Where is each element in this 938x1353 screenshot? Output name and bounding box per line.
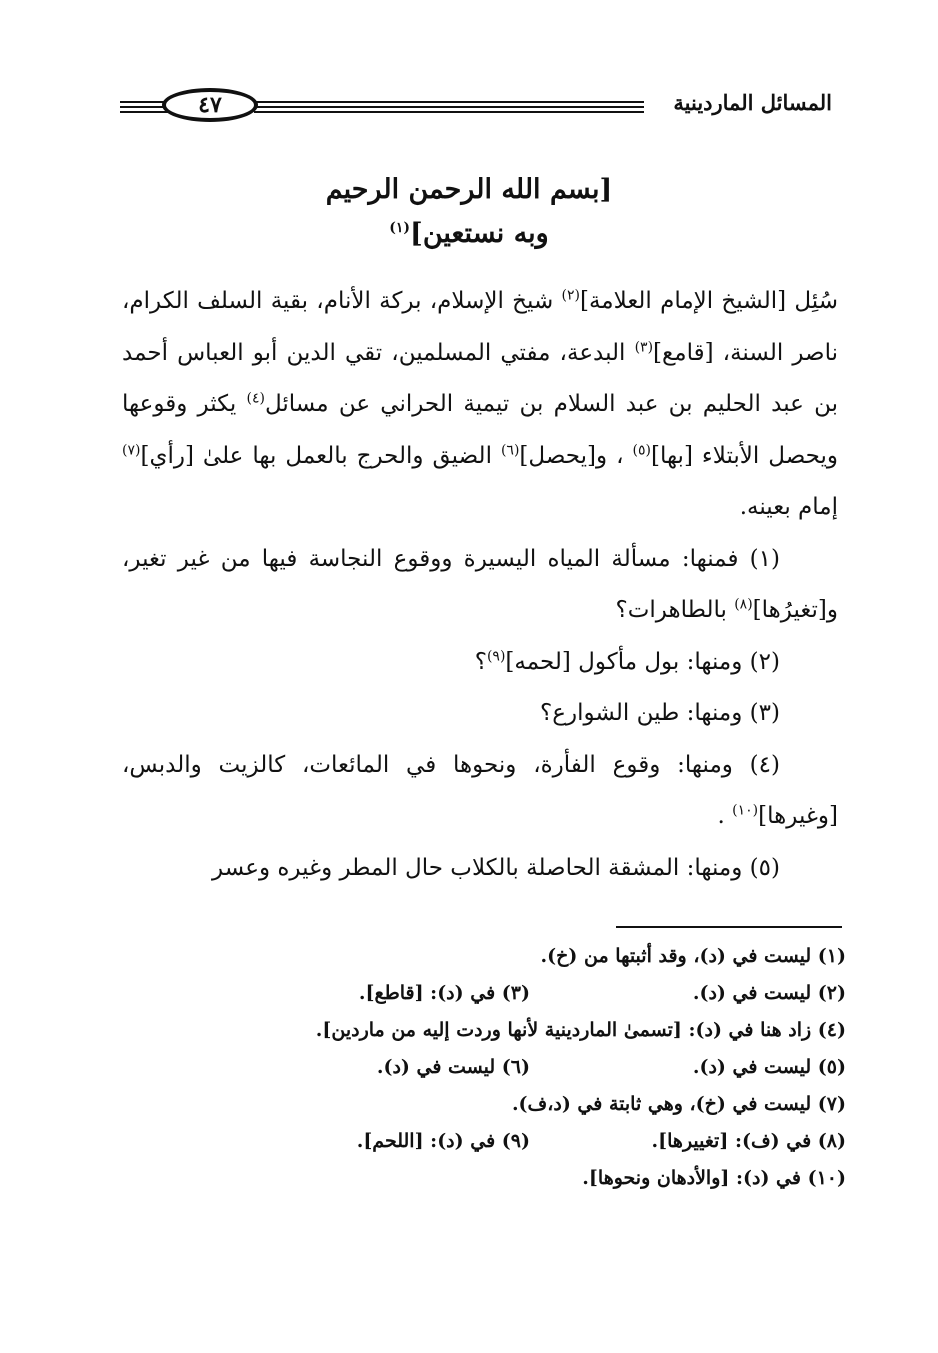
question-intro	[122, 276, 838, 534]
text-run: ؟	[474, 648, 487, 675]
footnote-1: (١) ليست في (د)، وقد أثبتها من (خ).	[540, 945, 846, 967]
footnote-9: (٩) في (د): [اللحم].	[356, 1130, 530, 1152]
footnote-ref: (٧)	[122, 441, 141, 458]
header-rule	[254, 111, 644, 113]
question-item-2	[122, 637, 838, 689]
header-rule	[254, 106, 644, 108]
footnote-4: (٤) زاد هنا في (د): [تسمىٰ الماردينية لأنها وردت إليه من ماردين].	[315, 1019, 846, 1041]
text-run: (٣) ومنها: طين الشوارع؟	[540, 700, 780, 726]
text-run: (١) فمنها: مسألة المياه اليسيرة ووقوع النجاسة فيها من غير تغير، و[تغيرُها]	[122, 545, 838, 623]
text-run: الضيق والحرج بالعمل بها علىٰ [رأي]	[140, 442, 501, 469]
footnote-ref: (٨)	[734, 596, 753, 613]
header-rule	[254, 101, 644, 103]
text-run: (٥) ومنها: المشقة الحاصلة بالكلاب حال المطر وغيره وعسر	[212, 854, 780, 881]
header-rule	[120, 101, 168, 103]
footnote-ref: (٢)	[561, 287, 580, 304]
text-run: بالطاهرات؟	[615, 597, 735, 623]
footnote-ref: (١٠)	[732, 802, 759, 819]
footnote-ref: (٦)	[500, 441, 520, 458]
question-item-5	[122, 843, 838, 895]
footnote-7: (٧) ليست في (خ)، وهي ثابتة في (د،ف).	[511, 1093, 846, 1115]
text-run: (٢) ومنها: بول مأكول [لحمه]	[505, 648, 780, 675]
page-header	[120, 88, 832, 122]
istiana-line	[0, 212, 938, 256]
book-title: المسائل الماردينية	[673, 90, 832, 115]
page-number: ٤٧	[162, 88, 258, 122]
question-item-4	[122, 740, 838, 843]
text-run: شيخ الإسلام، بركة الأنام، بقية السلف الكرام، ناصر السنة، [قامع]	[122, 288, 838, 366]
text-run: (٤) ومنها: وقوع الفأرة، ونحوها في المائعات، كالزيت والدبس، [وغيرها]	[122, 751, 838, 829]
question-item-1	[122, 534, 838, 637]
main-text	[122, 276, 838, 894]
footnote-line	[206, 938, 846, 975]
footnote-line	[206, 1123, 846, 1160]
footnote-line	[206, 1049, 846, 1086]
footnote-2: (٢) ليست في (د).	[692, 982, 846, 1004]
footnote-ref: (٩)	[486, 647, 506, 664]
footnote-ref: (٣)	[634, 338, 654, 355]
basmala-line: [بسم الله الرحمن الرحيم	[325, 174, 613, 205]
footnote-line	[206, 1012, 846, 1049]
header-rule	[120, 111, 168, 113]
text-run: ، و[يحصل]	[519, 442, 633, 469]
footnote-ref: (١)	[389, 220, 411, 236]
footnote-ref: (٥)	[632, 441, 651, 458]
text-run: إمام بعينه.	[739, 494, 838, 520]
text-run: سُئِل [الشيخ الإمام العلامة]	[579, 288, 838, 314]
footnote-10: (١٠) في (د): [والأدهان ونحوها].	[582, 1167, 846, 1189]
header-rule	[120, 106, 168, 108]
footnote-3: (٣) في (د): [قاطع].	[358, 982, 530, 1004]
text-run: البدعة، مفتي المسلمين، تقي الدين أبو العباس أحمد بن عبد الحليم بن عبد السلام بن تيمية الحراني عن مسائل	[122, 339, 838, 417]
footnote-ref: (٤)	[246, 390, 265, 407]
istiana-text: وبه نستعين]	[410, 218, 549, 249]
footnote-line	[206, 1086, 846, 1123]
footnote-5: (٥) ليست في (د).	[692, 1056, 846, 1078]
footnotes	[206, 938, 846, 1197]
text-run: يكثر وقوعها ويحصل الأبتلاء [بها]	[122, 391, 839, 469]
basmala-heading	[0, 168, 938, 256]
footnote-line	[206, 975, 846, 1012]
footnote-separator	[616, 926, 842, 928]
text-run: .	[717, 803, 733, 829]
footnote-line	[206, 1160, 846, 1197]
footnote-6: (٦) ليست في (د).	[376, 1056, 530, 1078]
footnote-8: (٨) في (ف): [تغييرها].	[651, 1130, 846, 1152]
question-item-3	[122, 688, 838, 740]
